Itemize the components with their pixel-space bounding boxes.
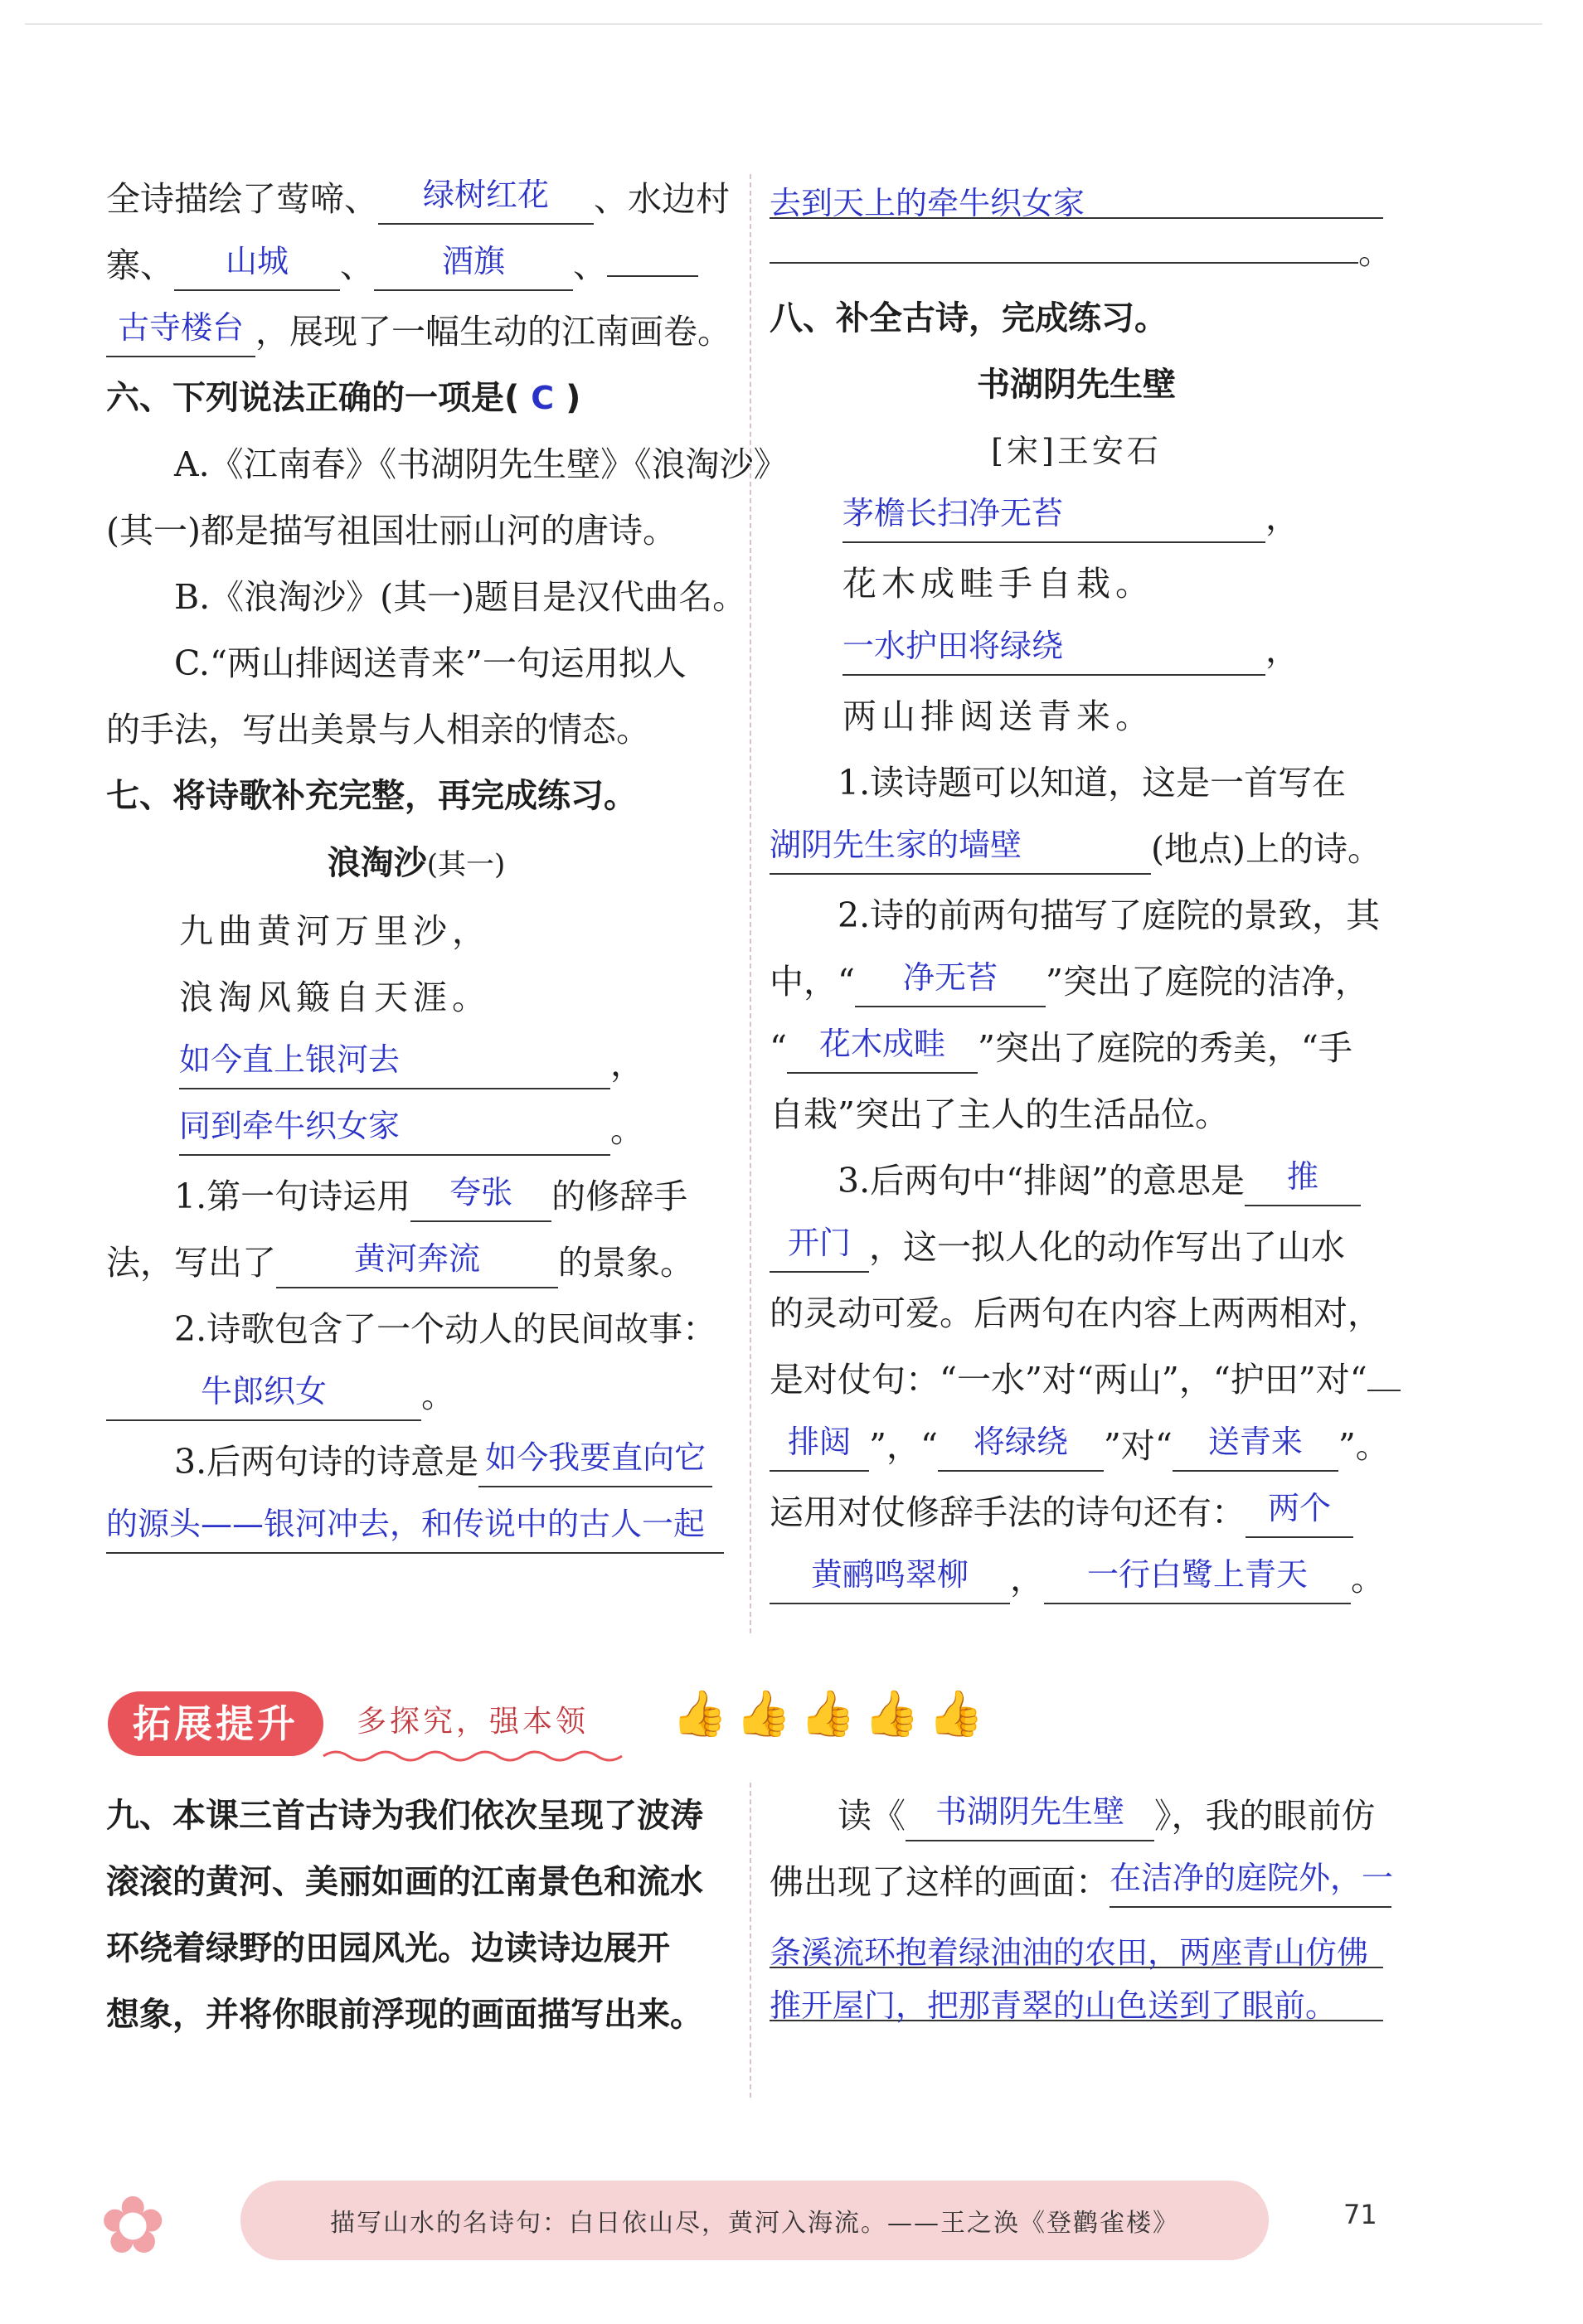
q8-2-line-1: 2.诗的前两句描写了庭院的景致，其 (838, 895, 1381, 935)
q7-2-line-2: 牛郎织女 。 (106, 1362, 726, 1429)
answer-blank: 湖阴先生家的墙壁 (770, 826, 1151, 875)
page-number: 71 (1343, 2199, 1377, 2230)
q8-2-line-2: 中，“ 净无苔 ”突出了庭院的洁净， (770, 949, 1383, 1015)
poem-7-line-3: 如今直上银河去 ， (106, 1031, 726, 1097)
answer-blank: 绿树红花 (378, 176, 594, 225)
answer-blank (770, 262, 1358, 264)
answer-blank: 茅檐长扫净无苔 (842, 494, 1265, 543)
answer-blank: 送青来 (1173, 1423, 1338, 1472)
section-8-heading: 八、补全古诗，完成练习。 (770, 299, 1168, 337)
answer-blank: 同到牵牛织女家 (179, 1107, 610, 1156)
answer-blank: 净无苔 (855, 958, 1046, 1007)
answer-blank: 推开屋门，把那青翠的山色送到了眼前。 (770, 1968, 1383, 2021)
section-9-answer (770, 1783, 1394, 2024)
q8-1-line-1: 1.读诗题可以知道，这是一首写在 (838, 763, 1347, 803)
poem-8-line-3: 一水护田将绿绕 ， (770, 617, 1383, 683)
thumbs-up-icon: 👍 (928, 1687, 984, 1739)
footer-quote: 描写山水的名诗句：白日依山尽，黄河入海流。——王之涣《登鹳雀楼》 (330, 2209, 1179, 2238)
extension-banner (108, 1683, 1476, 1774)
q7-2-line-1: 2.诗歌包含了一个动人的民间故事： (174, 1309, 717, 1349)
q8-3-line-5: 排闼 ”，“ 将绿绕 ”对“ 送青来 ”。 (770, 1413, 1383, 1479)
answer-blank: 推 (1245, 1157, 1361, 1206)
right-column (770, 166, 1392, 1612)
answer-blank: 一行白鹭上青天 (1044, 1555, 1351, 1604)
section-9-question (106, 1783, 726, 2048)
q8-3-line-3: 的灵动可爱。后两句在内容上两两相对， (770, 1293, 1381, 1333)
answer-blank: 去到天上的牵牛织女家 (770, 166, 1383, 219)
s9-answer-line-2: 佛出现了这样的画面：在洁净的庭院外，一 (770, 1849, 1383, 1915)
s9-line-2: 滚滚的黄河、美丽如画的江南景色和流水 (106, 1863, 703, 1901)
q7-3-line-2 (106, 1495, 726, 1561)
answer-blank: 条溪流环抱着绿油油的农田，两座青山仿佛 (770, 1915, 1383, 1968)
answer-blank: 将绿绕 (938, 1423, 1104, 1472)
answer-blank: 黄鹂鸣翠柳 (770, 1555, 1010, 1604)
q7-3-line-1: 3.后两句诗的诗意是 如今我要直向它 (106, 1429, 726, 1495)
s9-line-1: 九、本课三首古诗为我们依次呈现了波涛 (106, 1797, 703, 1835)
answer-blank: 开门 (770, 1224, 869, 1273)
answer-blank: 古寺楼台 (106, 308, 255, 357)
answer-blank (607, 275, 698, 277)
q7-3-continued-line-1 (770, 166, 1383, 219)
answer-blank: 夸张 (410, 1173, 551, 1222)
s9-answer-line-3 (770, 1915, 1383, 1971)
s5-line-1: 全诗描绘了莺啼、 绿树红花 、水边村 (106, 166, 726, 232)
answer-blank: 排闼 (770, 1423, 869, 1472)
poem-7-line-2: 浪淘风簸自天涯。 (179, 978, 491, 1017)
banner-title: 拓展提升 (108, 1691, 323, 1756)
q8-1-line-2: 湖阴先生家的墙壁 (地点)上的诗。 (770, 816, 1383, 882)
q8-2-line-3: “ 花木成畦 ”突出了庭院的秀美，“手 (770, 1015, 1383, 1081)
answer-blank: 花木成畦 (787, 1025, 978, 1074)
left-column (106, 166, 788, 1561)
s5-line-3: 古寺楼台 ，展现了一幅生动的江南画卷。 (106, 298, 726, 365)
wave-decoration (108, 1748, 639, 1764)
column-divider-lower (750, 1783, 751, 2098)
q7-3-continued-line-2: 。 (770, 219, 1383, 285)
section-6-heading: 六、下列说法正确的一项是( C ) (106, 379, 581, 417)
poem-8-line-1: 茅檐长扫净无苔 ， (770, 484, 1383, 551)
q8-3-line-1: 3.后两句中“排闼”的意思是 推 (770, 1147, 1383, 1214)
q7-1-line-2: 法，写出了 黄河奔流 的景象。 (106, 1230, 726, 1296)
column-divider (750, 174, 751, 1633)
section-7-heading: 七、将诗歌补充完整，再完成练习。 (106, 777, 637, 815)
answer-blank: 的源头——银河冲去，和传说中的古人一起 (106, 1505, 724, 1554)
answer-blank: 如今我要直向它 (478, 1439, 712, 1487)
thumbs-up-icon: 👍 (736, 1687, 792, 1739)
answer-blank: 在洁净的庭院外，一 (1110, 1859, 1391, 1908)
answer-blank: 一水护田将绿绕 (842, 627, 1265, 676)
thumbs-up-icon: 👍 (863, 1687, 920, 1739)
answer-blank: 山城 (174, 242, 340, 291)
star-decoration-icon: ✿ (100, 2179, 167, 2272)
answer-blank: 书湖阴先生壁 (906, 1793, 1154, 1841)
s9-line-4: 想象，并将你眼前浮现的画面描写出来。 (106, 1996, 703, 2034)
poem-8-author: [宋]王安石 (991, 433, 1162, 469)
option-a-line-1: A.《江南春》《书湖阴先生壁》《浪淘沙》 (174, 444, 788, 484)
answer-blank: 两个 (1246, 1489, 1353, 1538)
option-c-line-2: 的手法，写出美景与人相亲的情态。 (106, 710, 650, 750)
footer-quote-bar (240, 2181, 1269, 2260)
poem-8-line-4: 两山排闼送青来。 (842, 696, 1154, 736)
answer-blank: 牛郎织女 (106, 1372, 421, 1421)
answer-blank (1367, 1390, 1401, 1391)
answer-blank: 酒旗 (374, 242, 573, 291)
q8-2-line-4: 自栽”突出了主人的生活品位。 (770, 1094, 1229, 1134)
s9-answer-line-4 (770, 1968, 1383, 2024)
answer-blank: 黄河奔流 (276, 1240, 558, 1288)
poem-7-line-4: 同到牵牛织女家 。 (106, 1097, 726, 1163)
poem-7-title: 浪淘沙(其一) (327, 844, 506, 882)
thumbs-up-row (672, 1687, 983, 1740)
thumbs-up-icon: 👍 (672, 1687, 728, 1739)
option-b: B.《浪淘沙》(其一)题目是汉代曲名。 (174, 577, 747, 617)
q8-3-line-6: 运用对仗修辞手法的诗句还有： 两个 (770, 1479, 1383, 1545)
q8-3-line-2: 开门 ，这一拟人化的动作写出了山水 (770, 1214, 1383, 1280)
option-c-line-1: C.“两山排闼送青来”一句运用拟人 (174, 643, 687, 683)
poem-7-line-1: 九曲黄河万里沙， (179, 911, 491, 951)
s9-answer-line-1: 读《 书湖阴先生壁 》，我的眼前仿 (770, 1783, 1383, 1849)
poem-8-line-2: 花木成畦手自栽。 (842, 564, 1154, 604)
thumbs-up-icon: 👍 (799, 1687, 856, 1739)
banner-subtitle: 多探究，强本领 (357, 1705, 590, 1739)
s5-line-2: 寨、 山城 、 酒旗 、 (106, 232, 726, 298)
q7-1-line-1: 1.第一句诗运用 夸张 的修辞手 (106, 1163, 726, 1230)
top-divider (25, 23, 1542, 25)
q8-3-line-7: 黄鹂鸣翠柳 ， 一行白鹭上青天 。 (770, 1545, 1383, 1612)
option-a-line-2: (其一)都是描写祖国壮丽山河的唐诗。 (106, 511, 677, 551)
poem-8-title: 书湖阴先生壁 (977, 366, 1176, 404)
s9-line-3: 环绕着绿野的田园风光。边读诗边展开 (106, 1929, 670, 1967)
q8-3-line-4: 是对仗句：“一水”对“两山”，“护田”对“ (770, 1346, 1383, 1413)
answer-blank: 如今直上银河去 (179, 1041, 610, 1089)
